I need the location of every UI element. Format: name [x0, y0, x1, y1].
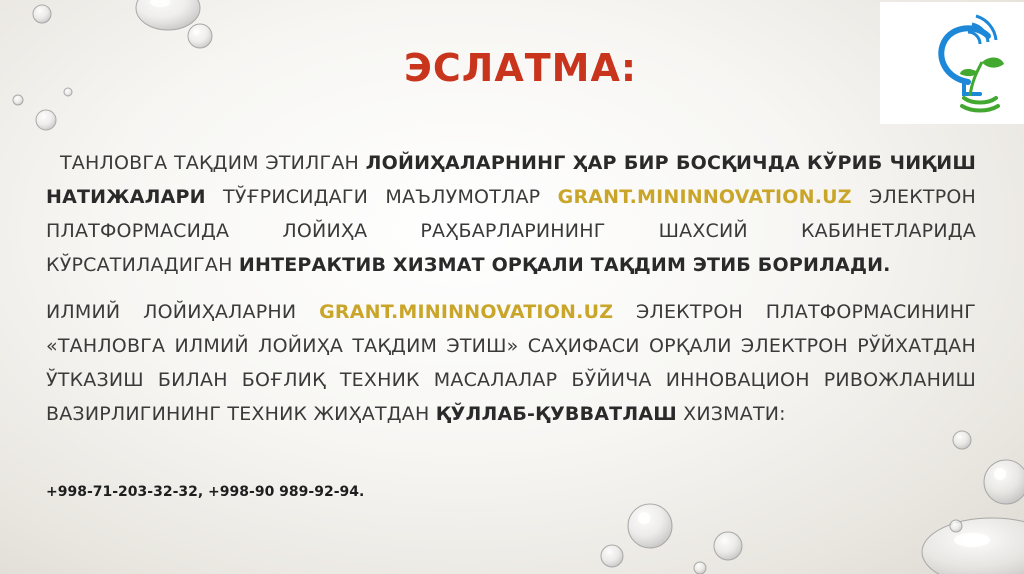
lightbulb-plant-logo-icon: [880, 2, 1024, 124]
grant-link[interactable]: GRANT.MININNOVATION.UZ: [557, 186, 852, 208]
text-span: ТЎҒРИСИДАГИ МАЪЛУМОТЛАР: [205, 186, 558, 208]
text-span: ЭЛЕКТРОН ПЛАТФОРМАСИДА ЛОЙИҲА РАҲБАРЛАРИНИНГ ШАХСИЙ КАБИНЕТЛАРИДА КЎРСАТИЛАДИГАН: [46, 186, 976, 276]
bold-text: ҚЎЛЛАБ-ҚУВВАТЛАШ: [435, 403, 677, 425]
body-text: [46, 146, 976, 431]
phone-numbers: +998-71-203-32-32, +998-90 989-92-94.: [46, 484, 365, 500]
grant-link[interactable]: GRANT.MININNOVATION.UZ: [319, 301, 614, 323]
text-span: ХИЗМАТИ:: [676, 403, 786, 425]
bold-text: ИНТЕРАКТИВ ХИЗМАТ ОРҚАЛИ ТАҚДИМ ЭТИБ БОРИЛАДИ.: [238, 254, 891, 276]
text-span: ТАНЛОВГА ТАҚДИМ ЭТИЛГАН: [60, 152, 366, 174]
paragraph-2: [46, 295, 976, 431]
text-span: ЭЛЕКТРОН ПЛАТФОРМАСИНИНГ «ТАНЛОВГА ИЛМИЙ ЛОЙИҲА ТАҚДИМ ЭТИШ» САҲИФАСИ ОРҚАЛИ ЭЛЕКТРОН РЎЙХАТДАН ЎТКАЗИШ БИЛАН БОҒЛИҚ ТЕХНИК МАСАЛАЛАР БЎЙИЧА ИННОВАЦИОН РИВОЖЛАНИШ ВАЗИРЛИГИНИНГ ТЕХНИК ЖИҲАТДАН: [46, 301, 976, 425]
bold-text: ЛОЙИҲАЛАРНИНГ ҲАР БИР БОСҚИЧДА КЎРИБ ЧИҚИШ НАТИЖАЛАРИ: [46, 152, 976, 208]
slide-title: ЭСЛАТМА:: [404, 46, 638, 90]
paragraph-1: [46, 146, 976, 282]
text-span: ИЛМИЙ ЛОЙИҲАЛАРНИ: [46, 301, 320, 323]
